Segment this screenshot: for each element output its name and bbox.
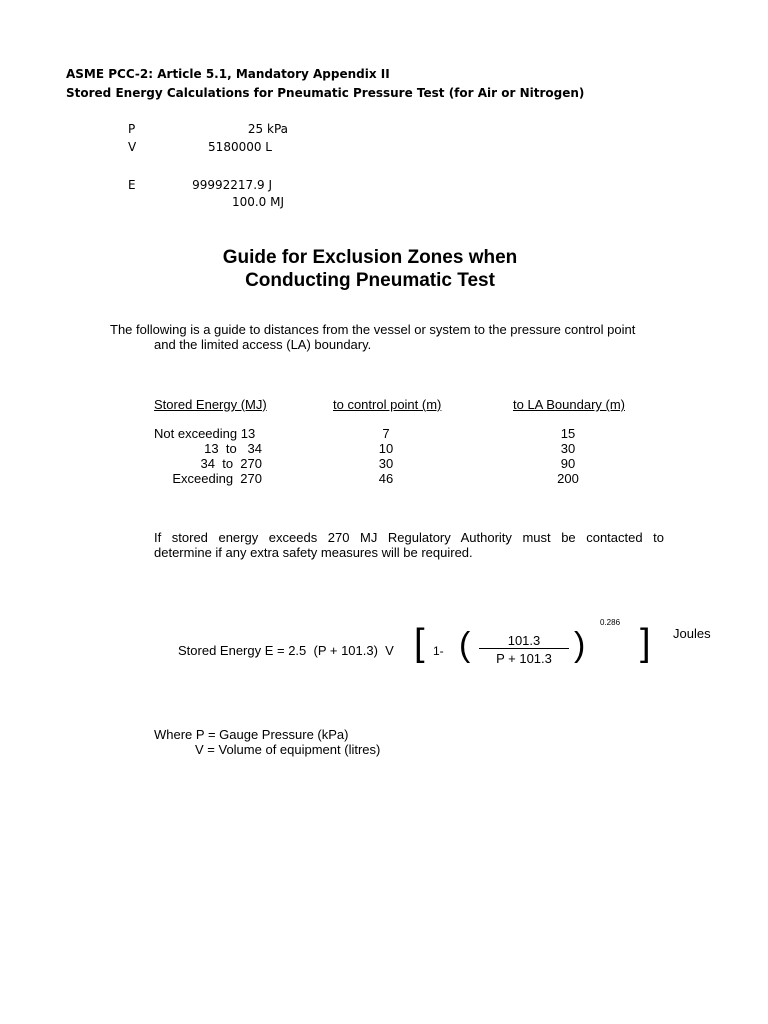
guide-title-line1: Guide for Exclusion Zones when xyxy=(222,247,518,268)
row-energy: Exceeding 270 xyxy=(172,471,262,486)
row-control: 7 xyxy=(382,426,390,441)
note-line1: If stored energy exceeds 270 MJ Regulatory Authority must be contacted to xyxy=(154,530,664,545)
col-header-control: to control point (m) xyxy=(333,397,442,412)
row-control: 46 xyxy=(378,471,394,486)
formula-paren-close: ) xyxy=(574,626,586,664)
formula-numerator: 101.3 xyxy=(507,633,541,648)
formula-bracket-close: ] xyxy=(640,622,651,664)
row-la: 15 xyxy=(560,426,576,441)
fraction-bar xyxy=(479,648,569,649)
guide-intro-line2: and the limited access (LA) boundary. xyxy=(154,337,372,352)
e-value-megajoules: 100.0 MJ xyxy=(231,195,284,209)
definition-p: Where P = Gauge Pressure (kPa) xyxy=(154,727,349,742)
guide-title-line2: Conducting Pneumatic Test xyxy=(245,270,495,291)
p-label: P xyxy=(128,122,136,136)
e-value-joules: 99992217.9 J xyxy=(192,178,272,192)
guide-intro-line1: The following is a guide to distances from the vessel or system to the pressure control point xyxy=(110,322,636,337)
col-header-energy: Stored Energy (MJ) xyxy=(154,397,267,412)
row-la: 200 xyxy=(557,471,579,486)
formula-lhs: Stored Energy E = 2.5 (P + 101.3) V xyxy=(178,643,394,658)
row-control: 10 xyxy=(378,441,394,456)
note-line2: determine if any extra safety measures will be required. xyxy=(154,545,473,560)
row-control: 30 xyxy=(378,456,394,471)
row-energy: 13 to 34 xyxy=(204,441,262,456)
col-header-la: to LA Boundary (m) xyxy=(513,397,625,412)
formula-unit: Joules xyxy=(673,626,711,641)
formula-paren-open: ( xyxy=(459,626,471,664)
formula-one-minus: 1- xyxy=(433,644,444,658)
v-value: 5180000 L xyxy=(208,140,272,154)
formula-exponent: 0.286 xyxy=(600,618,621,627)
e-label: E xyxy=(128,178,136,192)
v-label: V xyxy=(128,140,137,154)
doc-title: ASME PCC-2: Article 5.1, Mandatory Appendix II xyxy=(66,67,390,81)
definition-v: V = Volume of equipment (litres) xyxy=(195,742,381,757)
formula-denominator: P + 101.3 xyxy=(496,651,552,666)
formula-bracket-open: [ xyxy=(414,622,425,664)
row-energy: Not exceeding 13 xyxy=(154,426,256,441)
p-value: 25 kPa xyxy=(247,122,288,136)
row-energy: 34 to 270 xyxy=(200,456,262,471)
doc-subtitle: Stored Energy Calculations for Pneumatic Pressure Test (for Air or Nitrogen) xyxy=(66,86,585,100)
row-la: 30 xyxy=(560,441,576,456)
row-la: 90 xyxy=(560,456,576,471)
